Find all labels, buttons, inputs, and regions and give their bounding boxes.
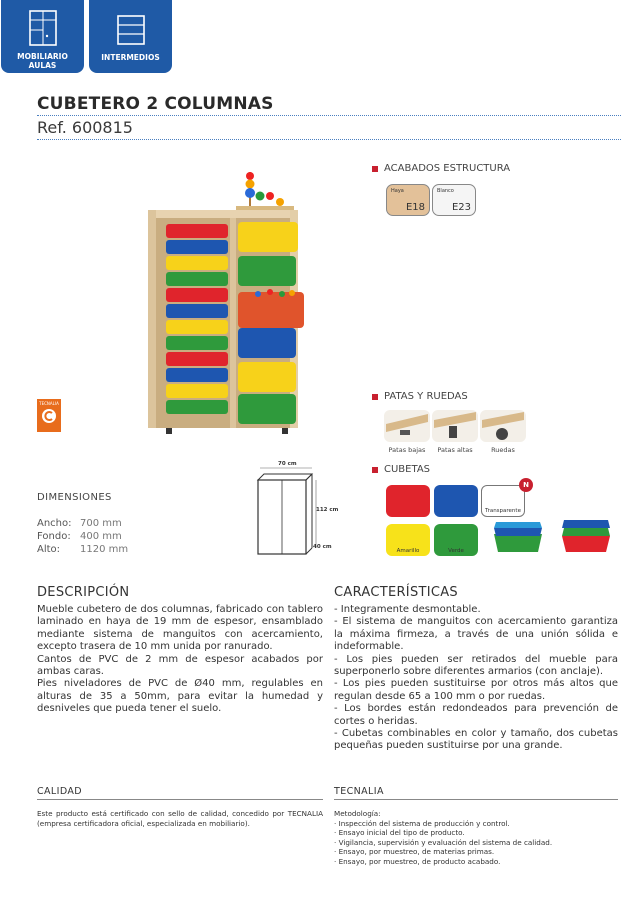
legs-heading-text: PATAS Y RUEDAS bbox=[384, 391, 468, 402]
product-ref: Ref. 600815 bbox=[37, 118, 133, 137]
features-heading: CARACTERÍSTICAS bbox=[334, 585, 458, 600]
tecnalia-line: · Ensayo, por muestreo, de producto acabado. bbox=[334, 856, 501, 866]
tecnalia-heading: TECNALIA bbox=[334, 786, 384, 797]
wheels-image bbox=[480, 410, 526, 442]
features-list bbox=[334, 604, 618, 753]
tecnalia-line: · Vigilancia, supervisión y evaluación del sistema de calidad. bbox=[334, 837, 553, 847]
finishes-heading-text: ACABADOS ESTRUCTURA bbox=[384, 163, 511, 174]
product-image bbox=[140, 166, 310, 436]
stacked-trays-image bbox=[490, 520, 546, 554]
feature-item: - Integramente desmontable. bbox=[334, 604, 481, 615]
tecnalia-badge bbox=[37, 399, 61, 432]
leg-label: Patas altas bbox=[437, 446, 473, 454]
tray-blue bbox=[434, 485, 478, 517]
dim-label: Alto: bbox=[37, 544, 61, 555]
product-title: CUBETERO 2 COLUMNAS bbox=[37, 94, 274, 114]
swatch-name: Haya bbox=[391, 188, 404, 194]
drawing-depth-label: 40 cm bbox=[313, 544, 332, 550]
feature-item: - Cubetas combinables en color y tamaño, dos cubetas pequeñas pueden sustituirse por una grande. bbox=[334, 728, 618, 752]
feature-item: - Los bordes están redondeados para prevención de cortes o heridas. bbox=[334, 703, 618, 727]
swatch-haya bbox=[386, 184, 430, 216]
new-badge: N bbox=[519, 478, 533, 492]
dim-row-width bbox=[37, 518, 122, 529]
bullet-icon bbox=[372, 166, 378, 172]
dim-value: 400 mm bbox=[80, 531, 122, 542]
dim-row-depth bbox=[37, 531, 122, 542]
description-text bbox=[37, 604, 323, 716]
description-paragraph: Pies niveladores de PVC de Ø40 mm, regulables en alturas de 35 a 50mm, para evitar la humedad y desniveles que pueda tener el suelo. bbox=[37, 678, 323, 715]
colored-trays-image bbox=[558, 516, 614, 554]
dimensions-heading: DIMENSIONES bbox=[37, 492, 112, 503]
toy-beads-image bbox=[236, 172, 294, 211]
trays-heading-text: CUBETAS bbox=[384, 464, 431, 475]
feature-item: - El sistema de manguitos con acercamiento garantiza la máxima firmeza, a través de una unión sólida e indeformable. bbox=[334, 616, 618, 653]
certification-icon bbox=[41, 408, 57, 424]
tray-label: Amarillo bbox=[396, 548, 420, 554]
description-paragraph: Mueble cubetero de dos columnas, fabricado con tablero laminado en haya de 19 mm de espesor, ensamblado mediante sistema de manguitos con acercamiento, excepto trasera de 10 mm unida por ranurado. bbox=[37, 604, 323, 653]
dim-value: 700 mm bbox=[80, 518, 122, 529]
tray-label: Verde bbox=[448, 548, 464, 554]
quality-heading: CALIDAD bbox=[37, 786, 82, 797]
description-paragraph: Cantos de PVC de 2 mm de espesor acabados por ambas caras. bbox=[37, 653, 323, 678]
bullet-icon bbox=[372, 467, 378, 473]
tecnalia-text bbox=[334, 809, 618, 867]
tray-green bbox=[434, 524, 478, 556]
trays-heading bbox=[372, 464, 430, 475]
title-divider bbox=[37, 115, 621, 116]
category-label-line2: AULAS bbox=[28, 61, 57, 70]
bullet-icon bbox=[372, 394, 378, 400]
legs-high-image bbox=[432, 410, 478, 442]
swatch-name: Blanco bbox=[437, 188, 454, 194]
swatch-code: E23 bbox=[451, 202, 471, 213]
swatch-blanco bbox=[432, 184, 476, 216]
leg-label: Patas bajas bbox=[388, 446, 426, 454]
category-tab-intermedios[interactable] bbox=[89, 0, 172, 73]
quality-text: Este producto está certificado con sello de calidad, concedido por TECNALIA (empresa certificadora oficial, especializada en mobiliario). bbox=[37, 809, 323, 828]
tray-red bbox=[386, 485, 430, 517]
tecnalia-line: Metodología: bbox=[334, 809, 381, 818]
tray-yellow bbox=[386, 524, 430, 556]
quality-divider bbox=[37, 799, 323, 800]
leg-label: Ruedas bbox=[491, 446, 515, 454]
drawers-icon bbox=[117, 10, 145, 46]
tray-label: Transparente bbox=[485, 508, 521, 514]
drawing-width-label: 70 cm bbox=[278, 461, 297, 467]
badge-brand: TECNALIA bbox=[39, 401, 59, 406]
legs-heading bbox=[372, 391, 468, 402]
tray-transparent bbox=[481, 485, 525, 517]
dim-value: 1120 mm bbox=[80, 544, 129, 555]
dim-row-height bbox=[37, 544, 129, 555]
cabinet-icon bbox=[29, 10, 57, 46]
tecnalia-line: · Ensayo inicial del tipo de producto. bbox=[334, 828, 465, 838]
category-label-line1: MOBILIARIO bbox=[17, 52, 68, 61]
feature-item: - Los pies pueden ser retirados del mueble para superponerlo sobre diferentes armarios (con anclaje). bbox=[334, 653, 618, 678]
dim-label: Fondo: bbox=[37, 531, 71, 542]
category-label: INTERMEDIOS bbox=[101, 53, 160, 62]
tecnalia-divider bbox=[334, 799, 618, 800]
ref-divider bbox=[37, 139, 621, 140]
feature-item: - Los pies pueden sustituirse por otros más altos que regulan desde 65 a 100 mm o por ruedas. bbox=[334, 678, 618, 702]
tecnalia-line: · Inspección del sistema de producción y control. bbox=[334, 818, 510, 828]
drawing-height-label: 112 cm bbox=[316, 507, 339, 513]
category-tab-mobiliario[interactable] bbox=[1, 0, 84, 73]
legs-low-image bbox=[384, 410, 430, 442]
finishes-heading bbox=[372, 163, 510, 174]
swatch-code: E18 bbox=[405, 202, 425, 213]
dim-label: Ancho: bbox=[37, 518, 72, 529]
tecnalia-line: · Ensayo, por muestreo, de materias primas. bbox=[334, 847, 495, 857]
description-heading: DESCRIPCIÓN bbox=[37, 585, 130, 600]
